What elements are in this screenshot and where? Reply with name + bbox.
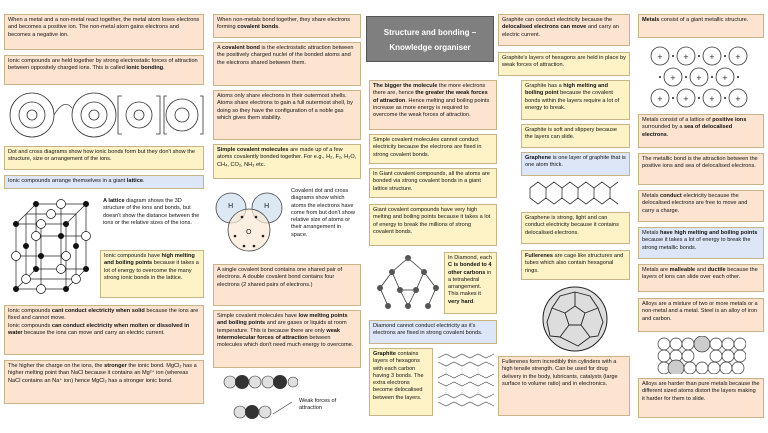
diamond-no-conduct: Diamond cannot conduct electricity as it's electrons are fixed in strong covalent bonds. [369,320,497,344]
covalent-intro: When non-metals bond together, they share electrons forming covalent bonds. [213,14,361,38]
metals-high-melting: Metals have high melting and boiling points because it takes a lot of energy to break the strong metallic bonds. [638,227,764,259]
giant-covalent-box: In Giant covalent compounds, all the atoms are bonded via strong covalent bonds in a giant lattice structure. [369,168,497,198]
weak-forces-label: Weak forces of attraction [296,396,356,418]
svg-text:+: + [670,74,676,82]
water-dot-cross-diagram [213,186,285,254]
svg-text:+: + [709,53,715,61]
svg-text:+: + [722,74,728,82]
graphite-box: Graphite contains layers of hexagons with each carbon having 3 bonds. The extra electrons become delocalised between the layers. [369,348,433,416]
ionic-dot-cross-diagram [4,88,204,143]
svg-text:+: + [683,95,689,103]
graphite-high-melting: Graphite has a high melting and boiling point because the covalent bonds within the layers require a lot of energy to break. [521,80,630,120]
ionic-high-melting-point: Ionic compounds have high melting and boiling points because it takes a lot of energy to overcome the many strong ionic bonds in the lattice. [100,250,204,298]
label-h1: H [228,202,234,210]
single-double-bond: A single covalent bond contains one shared pair of electrons. A double covalent bond contains four electrons (2 shared pairs of electrons.) [213,264,361,306]
graphite-layers-weak: Graphite's layers of hexagons are held in place by weak forces of attraction. [498,52,630,76]
giant-lattice-box: Ionic compounds arrange themselves in a giant lattice. [4,175,204,189]
ion-charge-strength: The higher the charge on the ions, the stronger the ionic bond. MgCl₂ has a higher melting point than NaCl because it contains an Mg²⁺ ion (whereas NaCl contains an Na⁺ ion) hence MgCl₂ has a stronger ionic bond. [4,360,204,404]
graphite-conducts: Graphite can conduct electricity because the delocalised electrons can move and carry an electric current. [498,14,630,46]
graphene-properties: Graphene is strong, light and can conduct electricity because it contains delocalised electrons. [521,212,630,244]
svg-text:+: + [709,95,715,103]
fullerenes-box: Fullerenes are cage like structures and tubes which also contain hexagonal rings. [521,250,630,280]
giant-covalent-melting: Giant covalent compounds have very high melting and boiling points because it takes a lot of energy to break the millions of strong covalent bonds. [369,204,497,246]
svg-text:+: + [683,53,689,61]
simple-covalent-molecules: Simple covalent molecules are made up of a few atoms covalently bonded together. For e.g., H₂, F₂, H₂O, CH₄, CO₂, NH₃ etc. [213,144,361,179]
metal-lattice-ions: Metals consist of a lattice of positive ions surrounded by a sea of delocalised electrons. [638,114,764,148]
ionic-conductivity: Ionic compounds cant conduct electricity when solid because the ions are fixed and cannot move. Ionic compounds can conduct electricity when molten or dissolved in water because the ions can move and carry an electric current. [4,305,204,355]
title-line-1: Structure and bonding – [383,28,477,37]
svg-text:+: + [657,95,663,103]
diamond-box: In Diamond, each C is bonded to 4 other carbons in a tetrahedral arrangement. This makes it very hard. [444,252,497,314]
covalent-bond-definition: A covalent bond is the electrostatic attraction between the positively charged nuclei of the bonded atoms and the electrons shared between them. [213,42,361,86]
svg-text:+: + [657,53,663,61]
ionic-bonding-box: Ionic compounds are held together by strong electrostatic forces of attraction between oppositely charged ions. This is called ionic bonding. [4,55,204,85]
metallic-lattice-diagram [648,44,754,110]
alloys-definition: Alloys are a mixture of two or more metals or a non-metal and a metal. Steel is an alloy of iron and carbon. [638,298,764,332]
metals-conduct: Metals conduct electricity because the delocalised electrons are free to move and carry a charge. [638,190,764,222]
lattice-diagram-description: A lattice diagram shows the 3D structure of the ions and bonds, but doesn't show the distance between the ions or the relative sizes of the ions. [100,196,204,246]
alloy-structure-diagram [656,336,746,374]
ionic-bonding-term: ionic bonding [126,65,164,72]
buckyball-diagram [538,284,612,354]
graphite-soft: Graphite is soft and slippery because the layers can slide. [521,124,630,148]
svg-text:+: + [735,95,741,103]
molecules-diagram [218,372,298,428]
metallic-bond-def: The metallic bond is the attraction between the positive ions and sea of delocalised electrons. [638,153,764,185]
graphite-layers-diagram [436,350,498,416]
title-line-2: Knowledge organiser [389,43,471,53]
fullerene-uses: Fullerenes form incredibly thin cylinders with a high tensile strength. Can be used for drug delivery in the body, lubricants, catalysts (large surface to volume ratio) and in electronics. [498,356,630,416]
dot-cross-limitations: Dot and cross diagrams show how ionic bonds form but they don't show the structure, size or arrangement of the ions. [4,146,204,170]
simple-covalent-low-melting: Simple covalent molecules have low melting points and boiling points and are gases or liquids at room temperature. This is because there are only weak intermolecular forces of attraction between molecules which don't need much energy to overcome. [213,310,361,368]
covalent-dot-cross-description: Covalent dot and cross diagrams show which atoms the electrons have come from but don't show relative size of atoms or their arrangement in space. [288,186,361,256]
metals-structure: Metals consist of a giant metallic structure. [638,14,764,38]
ionic-bond-definition: When a metal and a non-metal react together, the metal atom loses electrons and becomes a positive ion. The non-metal atom gains electrons and becomes a negative ion. [4,14,204,50]
graphene-box: Graphene is one layer of graphite that is one atom thick. [521,152,630,176]
metals-malleable: Metals are malleable and ductile because the layers of ions can slide over each other. [638,264,764,292]
ionic-lattice-diagram [6,194,96,300]
graphene-hexagon-diagram [524,178,628,208]
svg-text:+: + [735,53,741,61]
svg-text:+: + [696,74,702,82]
label-o: O [246,228,252,236]
simple-covalent-no-conduct: Simple covalent molecules cannot conduct electricity because the electrons are fixed in strong covalent bonds. [369,134,497,164]
alloys-harder: Alloys are harder than pure metals because the different sized atoms distort the layers making it harder for them to slide. [638,378,764,418]
outer-shell-sharing: Atoms only share electrons in their outermost shells. Atoms share electrons to gain a full outermost shell, by doing so they have the configuration of a noble gas which gives them stability. [213,90,361,140]
page-title [366,16,494,62]
label-h2: H [264,202,270,210]
diamond-structure-diagram [372,250,444,316]
bigger-molecule-box: The bigger the molecule the more electrons there are, hence the greater the weak forces of attraction. Hence melting and boiling points increase as more energy is required to overcome the weak forces of attraction. [369,80,497,130]
